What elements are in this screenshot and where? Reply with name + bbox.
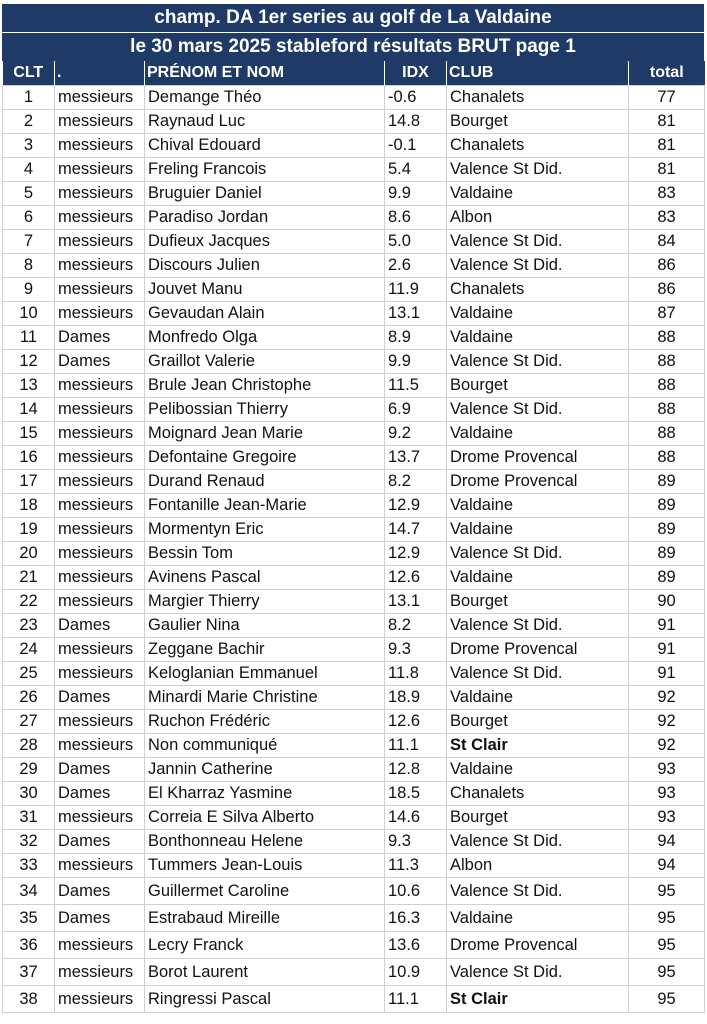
rank-cell: 16 (3, 446, 55, 470)
index-cell: 14.8 (385, 110, 447, 134)
category-cell: messieurs (55, 710, 145, 734)
club-cell: Albon (447, 206, 629, 230)
index-cell: 2.6 (385, 254, 447, 278)
index-cell: 11.5 (385, 374, 447, 398)
table-row (3, 134, 705, 158)
table-row (3, 470, 705, 494)
category-cell: messieurs (55, 206, 145, 230)
table-row (3, 518, 705, 542)
index-cell: 13.6 (385, 932, 447, 959)
player-name-cell: Monfredo Olga (145, 326, 385, 350)
rank-cell: 21 (3, 566, 55, 590)
index-cell: 11.1 (385, 986, 447, 1013)
club-cell: Valence St Did. (447, 230, 629, 254)
club-cell: Chanalets (447, 86, 629, 110)
club-cell: Bourget (447, 806, 629, 830)
index-cell: 10.9 (385, 959, 447, 986)
total-cell: 95 (629, 986, 705, 1013)
player-name-cell: Paradiso Jordan (145, 206, 385, 230)
index-cell: 13.1 (385, 590, 447, 614)
rank-cell: 34 (3, 878, 55, 905)
category-cell: messieurs (55, 542, 145, 566)
club-cell: Valdaine (447, 905, 629, 932)
rank-cell: 5 (3, 182, 55, 206)
player-name-cell: Freling Francois (145, 158, 385, 182)
rank-cell: 8 (3, 254, 55, 278)
rank-cell: 26 (3, 686, 55, 710)
total-cell: 89 (629, 566, 705, 590)
club-cell: Valence St Did. (447, 254, 629, 278)
category-cell: messieurs (55, 518, 145, 542)
player-name-cell: Ringressi Pascal (145, 986, 385, 1013)
table-row (3, 614, 705, 638)
category-cell: messieurs (55, 932, 145, 959)
player-name-cell: Graillot Valerie (145, 350, 385, 374)
player-name-cell: Dufieux Jacques (145, 230, 385, 254)
total-cell: 86 (629, 254, 705, 278)
player-name-cell: Moignard Jean Marie (145, 422, 385, 446)
table-row (3, 638, 705, 662)
table-row (3, 806, 705, 830)
index-cell: 9.9 (385, 182, 447, 206)
category-cell: messieurs (55, 734, 145, 758)
table-row (3, 959, 705, 986)
club-cell: St Clair (447, 734, 629, 758)
index-cell: 16.3 (385, 905, 447, 932)
rank-cell: 25 (3, 662, 55, 686)
rank-cell: 32 (3, 830, 55, 854)
table-row (3, 542, 705, 566)
player-name-cell: Avinens Pascal (145, 566, 385, 590)
index-cell: 8.2 (385, 614, 447, 638)
col-header-idx: IDX (385, 61, 447, 86)
rank-cell: 22 (3, 590, 55, 614)
category-cell: messieurs (55, 86, 145, 110)
player-name-cell: Borot Laurent (145, 959, 385, 986)
table-row (3, 590, 705, 614)
player-name-cell: Discours Julien (145, 254, 385, 278)
category-cell: messieurs (55, 254, 145, 278)
player-name-cell: Defontaine Gregoire (145, 446, 385, 470)
player-name-cell: Zeggane Bachir (145, 638, 385, 662)
player-name-cell: Pelibossian Thierry (145, 398, 385, 422)
player-name-cell: Correia E Silva Alberto (145, 806, 385, 830)
index-cell: 11.1 (385, 734, 447, 758)
index-cell: 8.9 (385, 326, 447, 350)
club-cell: Valdaine (447, 302, 629, 326)
category-cell: messieurs (55, 278, 145, 302)
table-row (3, 758, 705, 782)
player-name-cell: Lecry Franck (145, 932, 385, 959)
total-cell: 88 (629, 326, 705, 350)
table-row (3, 230, 705, 254)
table-row (3, 878, 705, 905)
club-cell: Valdaine (447, 326, 629, 350)
rank-cell: 28 (3, 734, 55, 758)
rank-cell: 27 (3, 710, 55, 734)
player-name-cell: Mormentyn Eric (145, 518, 385, 542)
club-cell: Valdaine (447, 182, 629, 206)
rank-cell: 30 (3, 782, 55, 806)
category-cell: Dames (55, 782, 145, 806)
table-row (3, 734, 705, 758)
player-name-cell: Fontanille Jean-Marie (145, 494, 385, 518)
player-name-cell: Brule Jean Christophe (145, 374, 385, 398)
category-cell: Dames (55, 878, 145, 905)
table-row (3, 566, 705, 590)
category-cell: messieurs (55, 854, 145, 878)
rank-cell: 36 (3, 932, 55, 959)
table-row (3, 182, 705, 206)
table-row (3, 350, 705, 374)
category-cell: messieurs (55, 158, 145, 182)
total-cell: 94 (629, 854, 705, 878)
table-row (3, 710, 705, 734)
category-cell: messieurs (55, 566, 145, 590)
rank-cell: 11 (3, 326, 55, 350)
club-cell: Drome Provencal (447, 446, 629, 470)
index-cell: -0.1 (385, 134, 447, 158)
col-header-clt: CLT (3, 61, 55, 86)
total-cell: 83 (629, 206, 705, 230)
results-body (3, 86, 705, 1013)
total-cell: 88 (629, 422, 705, 446)
table-row (3, 302, 705, 326)
player-name-cell: Jouvet Manu (145, 278, 385, 302)
club-cell: Chanalets (447, 134, 629, 158)
index-cell: 11.8 (385, 662, 447, 686)
category-cell: messieurs (55, 470, 145, 494)
table-row (3, 854, 705, 878)
index-cell: 5.4 (385, 158, 447, 182)
table-row (3, 905, 705, 932)
player-name-cell: Bessin Tom (145, 542, 385, 566)
category-cell: messieurs (55, 806, 145, 830)
club-cell: St Clair (447, 986, 629, 1013)
club-cell: Valdaine (447, 494, 629, 518)
total-cell: 77 (629, 86, 705, 110)
player-name-cell: Margier Thierry (145, 590, 385, 614)
index-cell: 10.6 (385, 878, 447, 905)
club-cell: Valence St Did. (447, 398, 629, 422)
header-row (3, 61, 705, 86)
total-cell: 88 (629, 374, 705, 398)
player-name-cell: Minardi Marie Christine (145, 686, 385, 710)
total-cell: 95 (629, 932, 705, 959)
category-cell: Dames (55, 614, 145, 638)
index-cell: 11.3 (385, 854, 447, 878)
category-cell: messieurs (55, 959, 145, 986)
table-row (3, 278, 705, 302)
index-cell: 12.9 (385, 542, 447, 566)
category-cell: messieurs (55, 302, 145, 326)
club-cell: Drome Provencal (447, 638, 629, 662)
category-cell: messieurs (55, 446, 145, 470)
total-cell: 88 (629, 446, 705, 470)
total-cell: 93 (629, 782, 705, 806)
table-row (3, 326, 705, 350)
table-row (3, 86, 705, 110)
table-row (3, 374, 705, 398)
index-cell: 13.1 (385, 302, 447, 326)
club-cell: Valdaine (447, 518, 629, 542)
index-cell: 12.6 (385, 710, 447, 734)
index-cell: -0.6 (385, 86, 447, 110)
club-cell: Albon (447, 854, 629, 878)
club-cell: Chanalets (447, 782, 629, 806)
rank-cell: 3 (3, 134, 55, 158)
club-cell: Valence St Did. (447, 350, 629, 374)
category-cell: messieurs (55, 134, 145, 158)
col-header-name: PRÉNOM ET NOM (145, 61, 385, 86)
club-cell: Bourget (447, 710, 629, 734)
player-name-cell: Gaulier Nina (145, 614, 385, 638)
table-row (3, 494, 705, 518)
player-name-cell: Demange Théo (145, 86, 385, 110)
category-cell: Dames (55, 830, 145, 854)
player-name-cell: Tummers Jean-Louis (145, 854, 385, 878)
category-cell: messieurs (55, 230, 145, 254)
table-row (3, 986, 705, 1013)
total-cell: 93 (629, 806, 705, 830)
category-cell: messieurs (55, 374, 145, 398)
player-name-cell: Estrabaud Mireille (145, 905, 385, 932)
player-name-cell: Raynaud Luc (145, 110, 385, 134)
total-cell: 91 (629, 614, 705, 638)
table-row (3, 662, 705, 686)
total-cell: 91 (629, 662, 705, 686)
rank-cell: 6 (3, 206, 55, 230)
category-cell: messieurs (55, 398, 145, 422)
club-cell: Bourget (447, 374, 629, 398)
index-cell: 18.5 (385, 782, 447, 806)
club-cell: Chanalets (447, 278, 629, 302)
total-cell: 95 (629, 878, 705, 905)
club-cell: Valence St Did. (447, 542, 629, 566)
table-row (3, 206, 705, 230)
table-row (3, 422, 705, 446)
index-cell: 12.6 (385, 566, 447, 590)
player-name-cell: Guillermet Caroline (145, 878, 385, 905)
results-table (2, 61, 705, 1013)
rank-cell: 19 (3, 518, 55, 542)
rank-cell: 12 (3, 350, 55, 374)
rank-cell: 29 (3, 758, 55, 782)
player-name-cell: Jannin Catherine (145, 758, 385, 782)
index-cell: 14.6 (385, 806, 447, 830)
club-cell: Valence St Did. (447, 959, 629, 986)
sheet-title: champ. DA 1er series au golf de La Valdaine (2, 4, 704, 32)
index-cell: 12.8 (385, 758, 447, 782)
index-cell: 11.9 (385, 278, 447, 302)
index-cell: 9.3 (385, 638, 447, 662)
total-cell: 86 (629, 278, 705, 302)
category-cell: Dames (55, 350, 145, 374)
category-cell: Dames (55, 326, 145, 350)
sheet-subtitle: le 30 mars 2025 stableford résultats BRUT page 1 (2, 32, 704, 61)
total-cell: 83 (629, 182, 705, 206)
total-cell: 87 (629, 302, 705, 326)
total-cell: 90 (629, 590, 705, 614)
category-cell: messieurs (55, 110, 145, 134)
category-cell: messieurs (55, 986, 145, 1013)
rank-cell: 23 (3, 614, 55, 638)
rank-cell: 35 (3, 905, 55, 932)
rank-cell: 38 (3, 986, 55, 1013)
rank-cell: 1 (3, 86, 55, 110)
category-cell: messieurs (55, 182, 145, 206)
player-name-cell: Gevaudan Alain (145, 302, 385, 326)
rank-cell: 37 (3, 959, 55, 986)
category-cell: messieurs (55, 662, 145, 686)
total-cell: 88 (629, 398, 705, 422)
col-header-club: CLUB (447, 61, 629, 86)
club-cell: Valdaine (447, 566, 629, 590)
player-name-cell: Chival Edouard (145, 134, 385, 158)
category-cell: messieurs (55, 590, 145, 614)
category-cell: Dames (55, 686, 145, 710)
total-cell: 84 (629, 230, 705, 254)
table-row (3, 110, 705, 134)
total-cell: 81 (629, 134, 705, 158)
club-cell: Valence St Did. (447, 158, 629, 182)
total-cell: 89 (629, 518, 705, 542)
table-row (3, 782, 705, 806)
index-cell: 9.2 (385, 422, 447, 446)
total-cell: 91 (629, 638, 705, 662)
total-cell: 92 (629, 686, 705, 710)
index-cell: 8.6 (385, 206, 447, 230)
total-cell: 95 (629, 959, 705, 986)
rank-cell: 18 (3, 494, 55, 518)
club-cell: Bourget (447, 590, 629, 614)
rank-cell: 15 (3, 422, 55, 446)
index-cell: 5.0 (385, 230, 447, 254)
rank-cell: 33 (3, 854, 55, 878)
player-name-cell: Durand Renaud (145, 470, 385, 494)
table-row (3, 446, 705, 470)
rank-cell: 4 (3, 158, 55, 182)
player-name-cell: Bonthonneau Helene (145, 830, 385, 854)
rank-cell: 10 (3, 302, 55, 326)
total-cell: 88 (629, 350, 705, 374)
category-cell: messieurs (55, 494, 145, 518)
club-cell: Drome Provencal (447, 470, 629, 494)
total-cell: 92 (629, 710, 705, 734)
player-name-cell: Bruguier Daniel (145, 182, 385, 206)
total-cell: 89 (629, 542, 705, 566)
index-cell: 6.9 (385, 398, 447, 422)
club-cell: Valence St Did. (447, 614, 629, 638)
total-cell: 92 (629, 734, 705, 758)
rank-cell: 7 (3, 230, 55, 254)
col-header-total: total (629, 61, 705, 86)
index-cell: 14.7 (385, 518, 447, 542)
club-cell: Valdaine (447, 686, 629, 710)
index-cell: 18.9 (385, 686, 447, 710)
player-name-cell: Keloglanian Emmanuel (145, 662, 385, 686)
club-cell: Bourget (447, 110, 629, 134)
index-cell: 8.2 (385, 470, 447, 494)
rank-cell: 9 (3, 278, 55, 302)
col-header-category: . (55, 61, 145, 86)
index-cell: 12.9 (385, 494, 447, 518)
results-sheet (2, 4, 704, 1013)
table-row (3, 398, 705, 422)
club-cell: Valdaine (447, 422, 629, 446)
index-cell: 13.7 (385, 446, 447, 470)
index-cell: 9.9 (385, 350, 447, 374)
total-cell: 89 (629, 470, 705, 494)
player-name-cell: El Kharraz Yasmine (145, 782, 385, 806)
index-cell: 9.3 (385, 830, 447, 854)
category-cell: Dames (55, 905, 145, 932)
club-cell: Drome Provencal (447, 932, 629, 959)
total-cell: 93 (629, 758, 705, 782)
category-cell: Dames (55, 758, 145, 782)
table-row (3, 254, 705, 278)
club-cell: Valdaine (447, 758, 629, 782)
total-cell: 94 (629, 830, 705, 854)
rank-cell: 17 (3, 470, 55, 494)
player-name-cell: Non communiqué (145, 734, 385, 758)
total-cell: 81 (629, 158, 705, 182)
rank-cell: 14 (3, 398, 55, 422)
total-cell: 89 (629, 494, 705, 518)
table-row (3, 830, 705, 854)
rank-cell: 31 (3, 806, 55, 830)
rank-cell: 24 (3, 638, 55, 662)
rank-cell: 20 (3, 542, 55, 566)
table-row (3, 158, 705, 182)
category-cell: messieurs (55, 422, 145, 446)
rank-cell: 2 (3, 110, 55, 134)
player-name-cell: Ruchon Frédéric (145, 710, 385, 734)
rank-cell: 13 (3, 374, 55, 398)
total-cell: 95 (629, 905, 705, 932)
table-row (3, 686, 705, 710)
category-cell: messieurs (55, 638, 145, 662)
total-cell: 81 (629, 110, 705, 134)
club-cell: Valence St Did. (447, 662, 629, 686)
club-cell: Valence St Did. (447, 830, 629, 854)
club-cell: Valence St Did. (447, 878, 629, 905)
table-row (3, 932, 705, 959)
